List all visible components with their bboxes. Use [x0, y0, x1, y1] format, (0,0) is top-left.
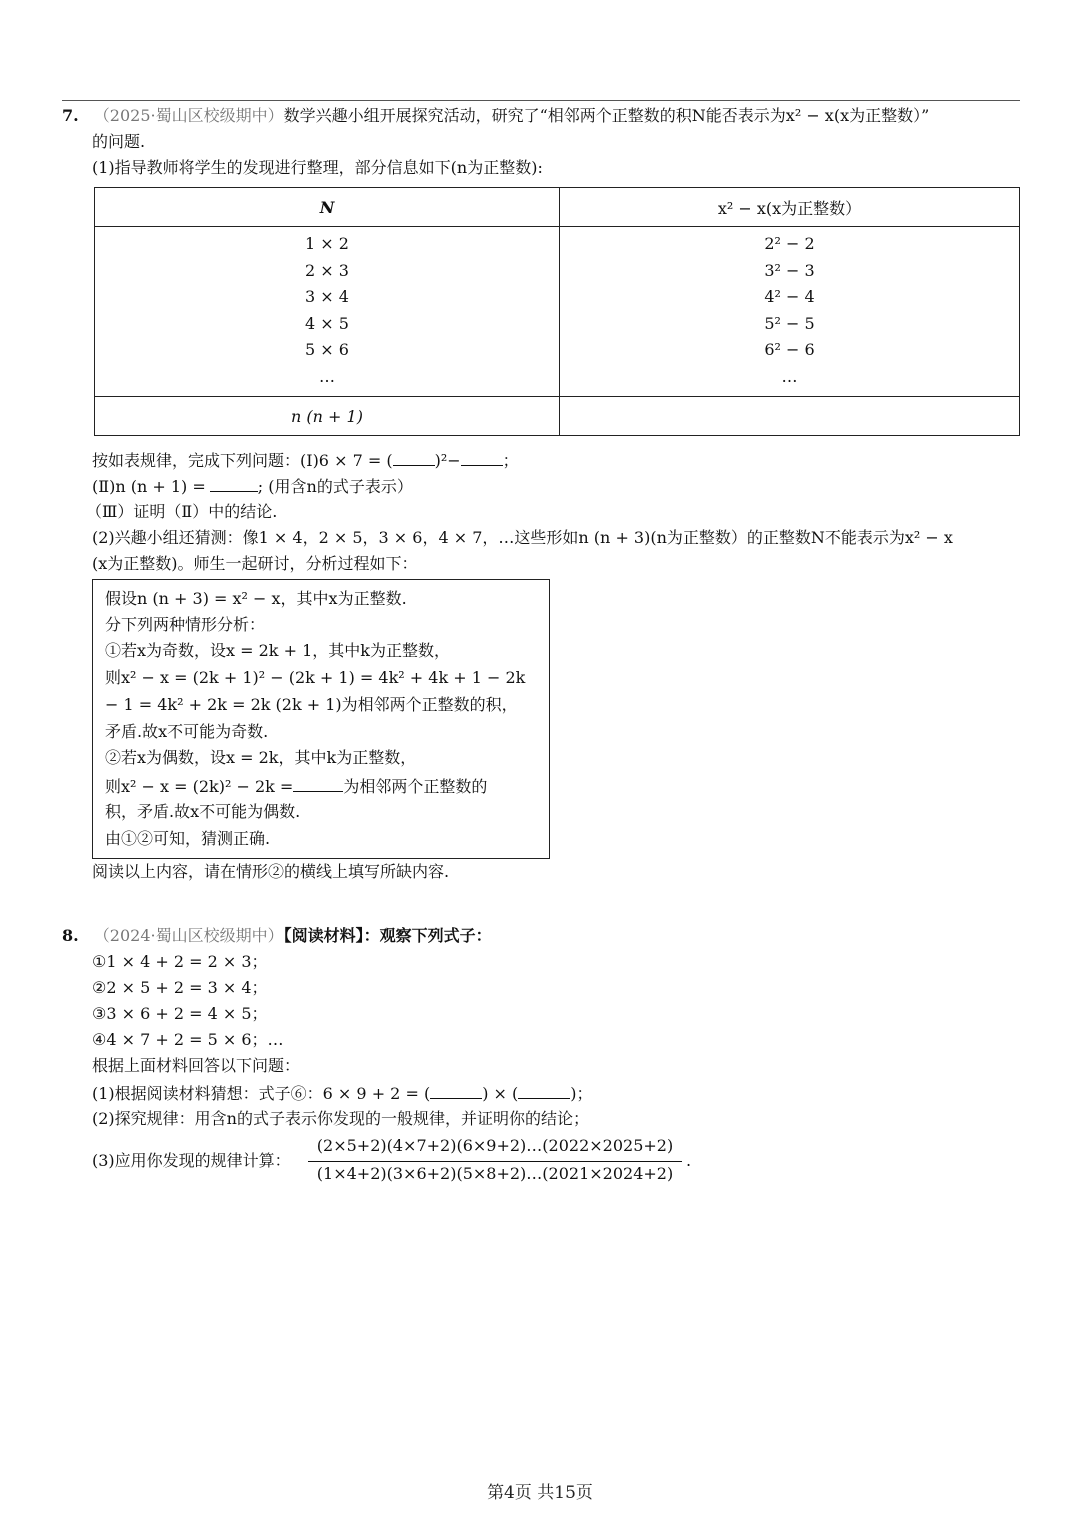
fraction-denominator: (1×4+2)(3×6+2)(5×8+2)…(2021×2024+2) — [316, 1164, 674, 1183]
box-line-end: 为相邻两个正整数的 — [343, 777, 488, 796]
top-rule — [62, 100, 1020, 101]
table-cell: … — [781, 366, 798, 386]
material-eq: ②2 × 5 + 2 = 3 × 4； — [92, 978, 268, 997]
task-1 — [92, 449, 519, 472]
answer-blank[interactable] — [393, 449, 435, 466]
box-line: 由①②可知，猜测正确. — [105, 829, 271, 848]
material-eq: ④4 × 7 + 2 = 5 × 6；… — [92, 1030, 284, 1049]
table-cell: 3² − 3 — [764, 260, 815, 280]
answer-blank[interactable] — [430, 1082, 482, 1099]
part1-intro: (1)指导教师将学生的发现进行整理，部分信息如下(n为正整数): — [92, 158, 543, 177]
q8-part1-end: )； — [570, 1084, 593, 1103]
task-1-end: ； — [502, 451, 519, 470]
part2-line1: (2)兴趣小组还猜测：像1 × 4，2 × 5，3 × 6，4 × 7，…这些形如n (n + 3)(n为正整数）的正整数N不能表示为x² − x — [92, 528, 953, 547]
material-eq: ①1 × 4 + 2 = 2 × 3； — [92, 952, 268, 971]
question-number: 8. — [62, 926, 79, 945]
question-source: （2024·蜀山区校级期中） — [93, 926, 284, 945]
question-title: 【阅读材料】：观察下列式子： — [283, 926, 492, 945]
table-cell-n-general: n (n + 1) — [95, 397, 560, 436]
answer-blank[interactable] — [293, 775, 343, 792]
q8-part1-text: (1)根据阅读材料猜想：式子⑥：6 × 9 + 2 = ( — [92, 1084, 431, 1103]
question-source: （2025·蜀山区校级期中） — [93, 106, 284, 125]
table-cell: 1 × 2 — [305, 234, 349, 253]
question-intro-cont: 的问题. — [92, 132, 146, 151]
box-line: − 1 = 4k² + 2k = 2k (2k + 1)为相邻两个正整数的积， — [105, 695, 518, 714]
answer-blank[interactable] — [210, 475, 258, 492]
material-eq: ③3 × 6 + 2 = 4 × 5； — [92, 1004, 268, 1023]
table-cell-n-list — [95, 227, 560, 397]
table-header-n: N — [95, 188, 560, 227]
table-cell: 4² − 4 — [764, 287, 815, 306]
table-cell: 2² − 2 — [764, 234, 815, 253]
analysis-box — [92, 579, 550, 859]
answer-blank[interactable] — [461, 449, 503, 466]
answer-blank[interactable] — [518, 1082, 570, 1099]
task-3: （Ⅲ）证明（Ⅱ）中的结论. — [86, 502, 278, 521]
task-2-text: (Ⅱ)n (n + 1) = — [92, 477, 206, 496]
question-7-header — [62, 105, 929, 127]
table-cell-x-list — [560, 227, 1020, 397]
question-intro: 数学兴趣小组开展探究活动，研究了“相邻两个正整数的积N能否表示为x² − x(x为正整数）” — [283, 106, 930, 125]
box-line-text: 则x² − x = (2k)² − 2k = — [105, 777, 294, 796]
part2-line2: (x为正整数)。师生一起研讨，分析过程如下： — [92, 554, 418, 573]
closing-instruction: 阅读以上内容，请在情形②的横线上填写所缺内容. — [92, 862, 450, 881]
table-cell: … — [319, 366, 335, 386]
page-footer: 第4页 共15页 — [487, 1483, 593, 1503]
pattern-table — [94, 187, 1020, 436]
q8-prompt: 根据上面材料回答以下问题： — [92, 1056, 301, 1075]
fraction-bar — [308, 1161, 682, 1162]
box-line: 矛盾.故x不可能为奇数. — [105, 722, 269, 741]
box-line-with-blank — [105, 775, 487, 798]
box-line: 则x² − x = (2k + 1)² − (2k + 1) = 4k² + 4k + 1 − 2k — [105, 668, 526, 687]
table-cell: 4 × 5 — [305, 313, 349, 333]
q8-part3-label: (3)应用你发现的规律计算： — [92, 1151, 291, 1170]
table-header-x: x² − x(x为正整数） — [560, 188, 1020, 227]
fraction-numerator: (2×5+2)(4×7+2)(6×9+2)…(2022×2025+2) — [316, 1136, 674, 1155]
table-cell: 5 × 6 — [305, 340, 349, 359]
box-line: 分下列两种情形分析： — [105, 615, 266, 634]
q8-part3-end: . — [686, 1151, 692, 1170]
task-2-end: ; (用含n的式子表示） — [257, 477, 413, 496]
box-line: 积，矛盾.故x不可能为偶数. — [105, 802, 301, 821]
q8-part2: (2)探究规律：用含n的式子表示你发现的一般规律，并证明你的结论； — [92, 1109, 589, 1128]
q8-part1 — [92, 1082, 593, 1105]
question-8-header — [62, 925, 492, 947]
task-1-text: 按如表规律，完成下列问题：(Ⅰ)6 × 7 = ( — [92, 451, 393, 470]
box-line: ①若x为奇数，设x = 2k + 1，其中k为正整数， — [105, 641, 450, 660]
table-cell-x-general-empty — [560, 397, 1020, 436]
table-cell: 6² − 6 — [764, 340, 815, 359]
table-cell: 5² − 5 — [764, 313, 815, 333]
table-cell: 2 × 3 — [305, 260, 349, 280]
task-2 — [92, 475, 413, 498]
question-number: 7. — [62, 106, 79, 125]
task-1-mid: )²− — [434, 451, 461, 470]
box-line: ②若x为偶数，设x = 2k，其中k为正整数， — [105, 748, 417, 767]
table-cell: 3 × 4 — [305, 287, 349, 306]
q8-part1-mid: ) × ( — [482, 1084, 519, 1103]
box-line: 假设n (n + 3) = x² − x，其中x为正整数. — [105, 589, 407, 608]
